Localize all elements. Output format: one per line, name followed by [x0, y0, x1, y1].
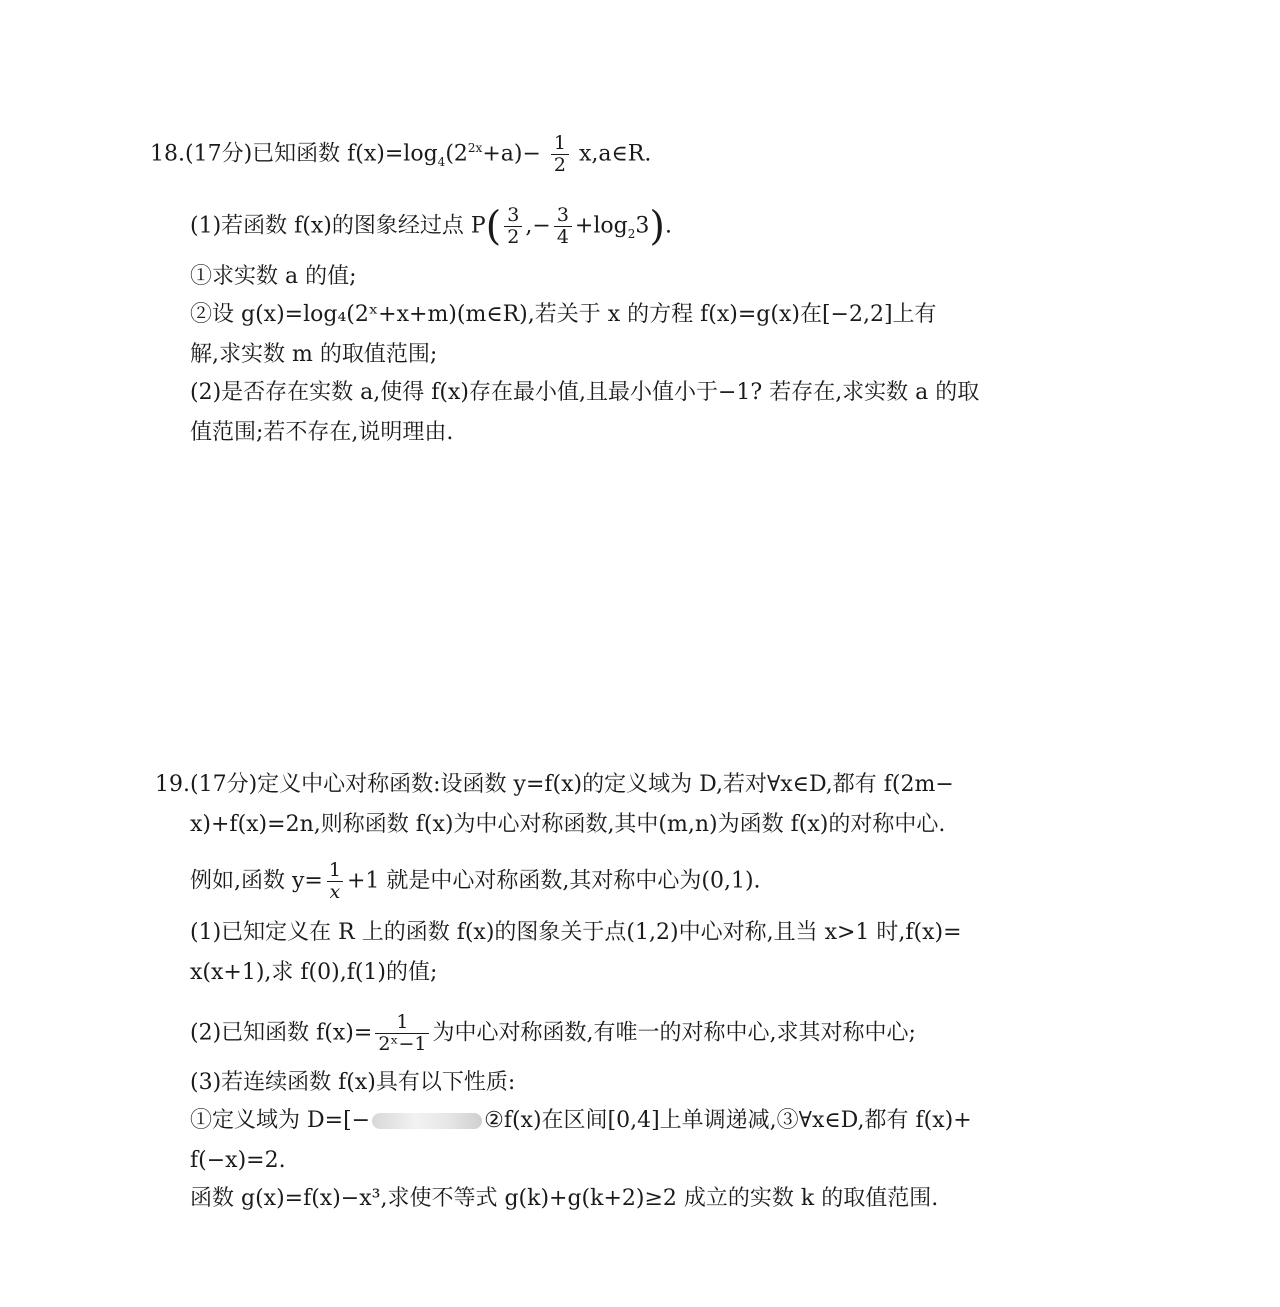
q18-log-base: 4: [437, 154, 446, 169]
q19-p2-line: [190, 1012, 916, 1055]
smudge-mark: [372, 1113, 482, 1129]
q19-p3-line3: f(−x)=2.: [190, 1148, 286, 1173]
q19-example-line: [190, 860, 761, 903]
q19-p2-prefix: (2)已知函数 f(x)=: [190, 1020, 373, 1046]
q18-p1-mid: ,−: [525, 213, 551, 239]
q18-p1-tail: +log: [574, 213, 628, 239]
q19-p3-line2: [190, 1106, 972, 1136]
q18-p1-sub2-line2: 解,求实数 m 的取值范围;: [190, 342, 438, 367]
q19-p1-line1: (1)已知定义在 R 上的函数 f(x)的图象关于点(1,2)中心对称,且当 x>1 时,f(x)=: [190, 920, 962, 945]
q18-p1-frac2: [554, 205, 572, 248]
q19-example-frac: [326, 860, 344, 903]
q18-p1-close: .: [664, 213, 672, 239]
q18-header-line: [150, 133, 651, 177]
q18-p1-sub1: ①求实数 a 的值;: [190, 264, 357, 289]
q18-header: 18.(17分)已知函数: [150, 141, 341, 167]
q18-part1-line: [190, 205, 672, 249]
q18-p1-prefix: (1)若函数 f(x)的图象经过点 P: [190, 213, 486, 239]
q19-line1: 19.(17分)定义中心对称函数:设函数 y=f(x)的定义域为 D,若对∀x∈D,都有 f(2m−: [155, 772, 954, 797]
q19-p3-line4: 函数 g(x)=f(x)−x³,求使不等式 g(k)+g(k+2)≥2 成立的实数 k 的取值范围.: [190, 1186, 939, 1211]
q19-example-frac-num: 1: [328, 859, 341, 881]
q18-p1-frac1: [504, 205, 522, 248]
q18-exp: 2x: [467, 141, 483, 156]
q18-frac-half-den: 2: [551, 154, 569, 176]
q19-example-prefix: 例如,函数 y=: [190, 868, 323, 894]
q18-frac-half-num: 1: [553, 132, 566, 154]
q18-p1-frac1-num: 3: [507, 204, 520, 226]
q19-p3-line2-a: ①定义域为 D=[−: [190, 1108, 371, 1133]
q19-example-suffix: +1 就是中心对称函数,其对称中心为(0,1).: [346, 868, 761, 894]
q19-p2-frac-den: 2ˣ−1: [375, 1033, 429, 1055]
q19-example-frac-den: x: [327, 881, 344, 903]
q19-p1-line2: x(x+1),求 f(0),f(1)的值;: [190, 960, 438, 985]
q19-p3-line2-b: ②f(x)在区间[0,4]上单调递减,③∀x∈D,都有 f(x)+: [484, 1108, 972, 1133]
q18-p1-end: 3: [635, 213, 650, 239]
q18-fx-def-rest: (2: [445, 141, 468, 167]
q19-p2-suffix: 为中心对称函数,有唯一的对称中心,求其对称中心;: [432, 1020, 916, 1046]
q18-frac-half: [551, 133, 569, 176]
q18-close-paren: ): [649, 203, 665, 250]
q19-p3-line1: (3)若连续函数 f(x)具有以下性质:: [190, 1070, 516, 1095]
q18-fx-def-end: x,a∈R.: [578, 141, 652, 167]
q18-p2-line1: (2)是否存在实数 a,使得 f(x)存在最小值,且最小值小于−1? 若存在,求实数 a 的取: [190, 380, 980, 405]
q19-p2-frac: [375, 1012, 429, 1055]
q18-p1-frac2-num: 3: [556, 204, 569, 226]
q18-p1-sub2-line1: ②设 g(x)=log₄(2ˣ+x+m)(m∈R),若关于 x 的方程 f(x)=g(x)在[−2,2]上有: [190, 302, 937, 327]
q18-fx-def: f(x)=log: [347, 141, 438, 167]
q18-p2-line2: 值范围;若不存在,说明理由.: [190, 420, 454, 445]
q18-p1-base: 2: [627, 226, 636, 241]
q18-open-paren: (: [485, 203, 502, 250]
q19-p2-frac-num: 1: [396, 1011, 409, 1033]
q18-p1-frac1-den: 2: [504, 226, 522, 248]
q19-line2: x)+f(x)=2n,则称函数 f(x)为中心对称函数,其中(m,n)为函数 f(x)的对称中心.: [190, 812, 946, 837]
q18-fx-def-tail: +a)−: [482, 141, 541, 167]
q18-p1-frac2-den: 4: [554, 226, 572, 248]
